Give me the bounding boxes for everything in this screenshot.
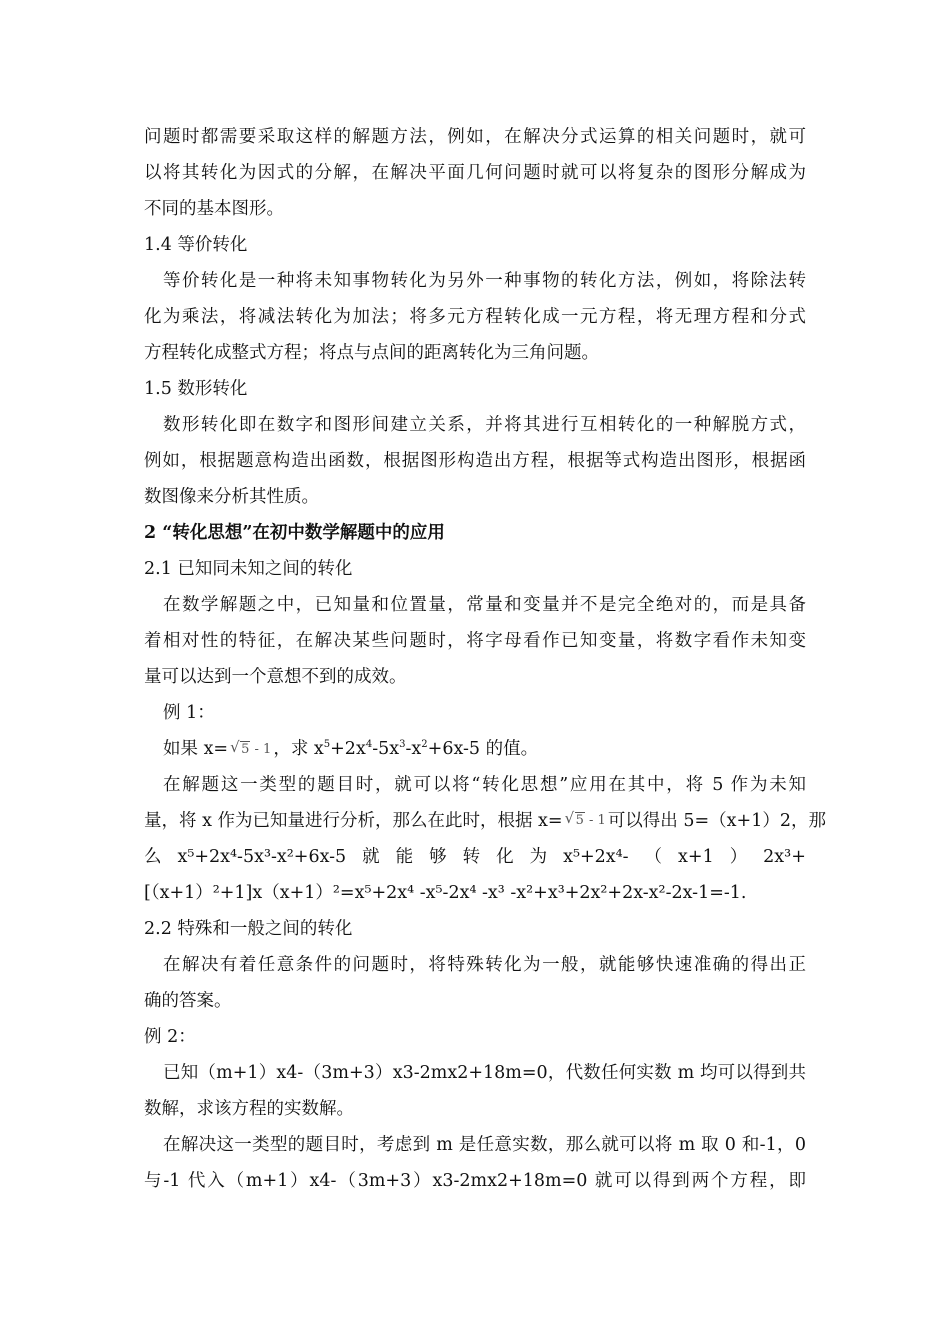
paragraph-line: 等价转化是一种将未知事物转化为另外一种事物的转化方法，例如，将除法转: [163, 271, 806, 291]
paragraph-line: 量可以达到一个意想不到的成效。: [144, 667, 407, 687]
paragraph-line: 例如，根据题意构造出函数，根据图形构造出方程，根据等式构造出图形，根据函: [144, 451, 806, 471]
paragraph-line: 着相对性的特征，在解决某些问题时，将字母看作已知变量，将数字看作未知变: [144, 631, 806, 651]
paragraph-line: 在数学解题之中，已知量和位置量，常量和变量并不是完全绝对的，而是具备: [163, 595, 806, 615]
paragraph-line: 数图像来分析其性质。: [144, 487, 319, 507]
paragraph-line: 在解决这一类型的题目时，考虑到 m 是任意实数，那么就可以将 m 取 0 和-1，0: [163, 1135, 806, 1155]
paragraph-line: 以将其转化为因式的分解，在解决平面几何问题时就可以将复杂的图形分解成为: [144, 163, 806, 183]
section-heading-1-5: 1.5 数形转化: [144, 379, 248, 399]
paragraph-line: 与-1 代入（m+1）x4-（3m+3）x3-2mx2+18m=0 就可以得到两个方程，即: [144, 1171, 806, 1191]
paragraph-line: 么 x⁵+2x⁴-5x³-x²+6x-5 就 能 够 转 化 为 x⁵+2x⁴- （ x+1 ） 2x³+: [144, 847, 806, 867]
paragraph-line: 化为乘法，将减法转化为加法；将多元方程转化成一元方程，将无理方程和分式: [144, 307, 806, 327]
sqrt-symbol: √ 5 - 1: [230, 738, 271, 762]
paragraph-line: 不同的基本图形。: [144, 199, 284, 219]
paragraph-line: 在解题这一类型的题目时，就可以将“转化思想”应用在其中，将 5 作为未知: [163, 775, 806, 795]
example-1-label: 例 1：: [163, 703, 215, 723]
section-heading-2-2: 2.2 特殊和一般之间的转化: [144, 919, 353, 939]
sqrt-symbol: √ 5 - 1: [565, 809, 606, 833]
paragraph-line: [（x+1）²+1]x（x+1）²=x⁵+2x⁴ -x⁵-2x⁴ -x³ -x²+x³+2x²+2x-x²-2x-1=-1.: [144, 883, 747, 903]
section-heading-1-4: 1.4 等价转化: [144, 235, 248, 255]
example-2-label: 例 2：: [144, 1027, 196, 1047]
paragraph-line: 量，将 x 作为已知量进行分析，那么在此时，根据 x= √ 5 - 1 可以得出 5=（x+1）2，那: [144, 809, 806, 833]
paragraph-line: 方程转化成整式方程；将点与点间的距离转化为三角问题。: [144, 343, 599, 363]
paragraph-line: 已知（m+1）x4-（3m+3）x3-2mx2+18m=0，代数任何实数 m 均可以得到共: [163, 1063, 806, 1083]
paragraph-line: 数解，求该方程的实数解。: [144, 1099, 354, 1119]
paragraph-line: 数形转化即在数字和图形间建立关系，并将其进行互相转化的一种解脱方式，: [163, 415, 806, 435]
section-heading-2-1: 2.1 已知同未知之间的转化: [144, 559, 353, 579]
paragraph-line: 在解决有着任意条件的问题时，将特殊转化为一般，就能够快速准确的得出正: [163, 955, 806, 975]
paragraph-line: 问题时都需要采取这样的解题方法，例如，在解决分式运算的相关问题时，就可: [144, 127, 806, 147]
paragraph-line: 确的答案。: [144, 991, 232, 1011]
chapter-heading-2: 2 “转化思想”在初中数学解题中的应用: [144, 523, 445, 543]
example-1-question: 如果 x=√ 5 - 1 ，求 $x^5+2x^4-5x^3-x^2+6x-5$ 的值。: [163, 737, 538, 762]
